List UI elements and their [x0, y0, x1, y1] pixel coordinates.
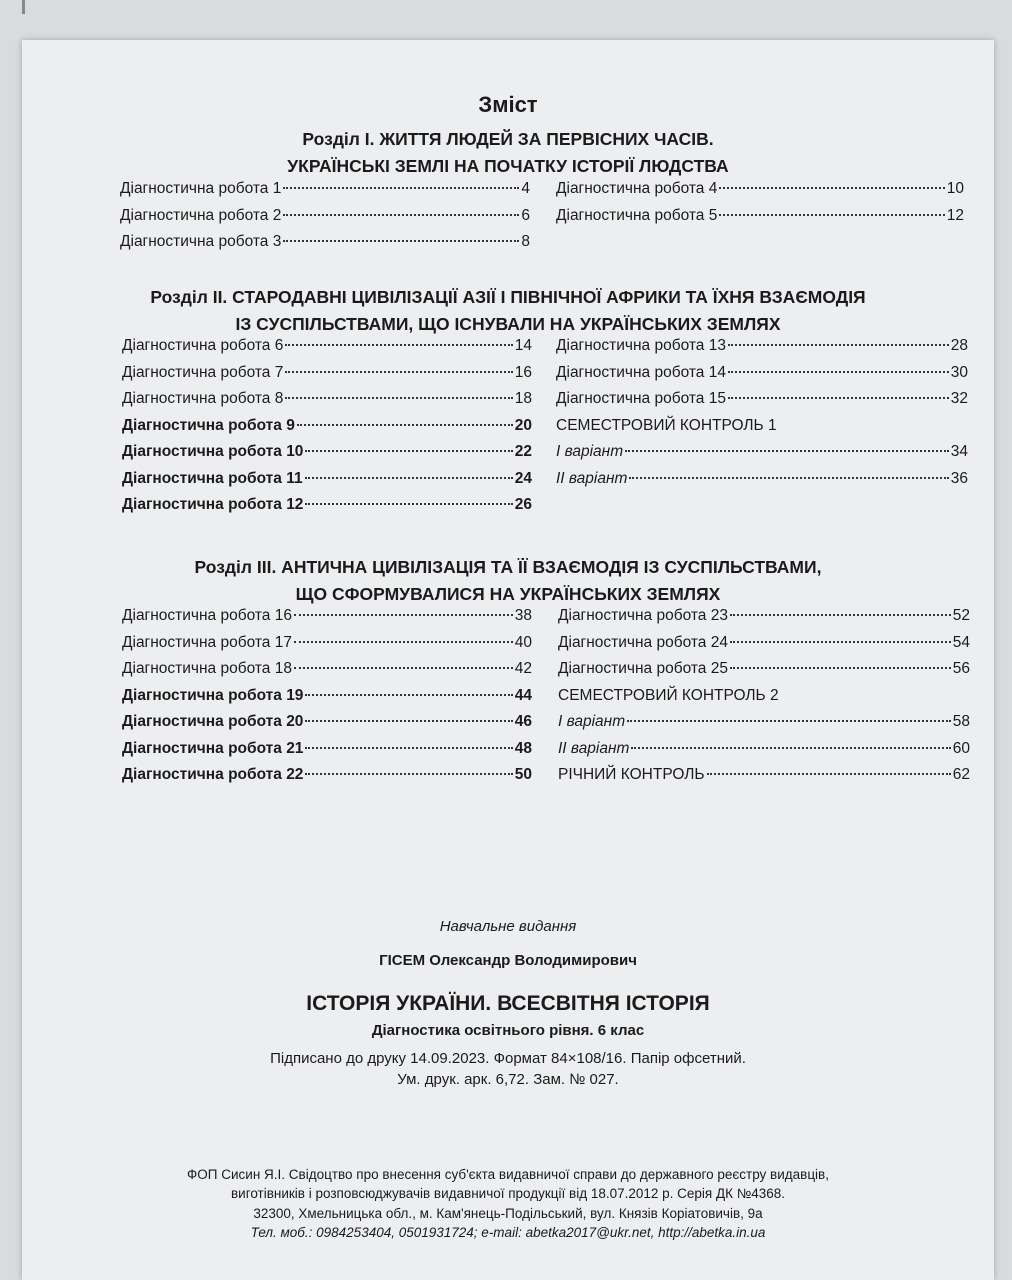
toc-entry: [122, 607, 532, 634]
toc-entry-label: Діагностична робота 11: [122, 469, 303, 487]
dot-leader: [631, 747, 950, 749]
toc-entry-label: Діагностична робота 16: [122, 607, 292, 624]
toc-entry-label: Діагностична робота 23: [558, 607, 728, 624]
toc-entry: [122, 364, 532, 391]
toc-entry: [122, 417, 532, 444]
section-2-right-column: [556, 337, 968, 496]
dot-leader: [305, 720, 512, 722]
toc-entry: [558, 607, 970, 634]
toc-entry-page-number: 32: [950, 390, 968, 407]
toc-entry-page-number: 50: [514, 766, 532, 783]
section-3-right-column: [558, 607, 970, 793]
toc-entry: [122, 443, 532, 470]
dot-leader: [730, 667, 951, 669]
toc-entry: [556, 337, 968, 364]
toc-entry-label: Діагностична робота 6: [122, 337, 284, 354]
toc-entry-label: Діагностична робота 24: [558, 633, 728, 651]
toc-entry: [556, 364, 968, 391]
section-1-heading-line-1: Розділ І. ЖИТТЯ ЛЮДЕЙ ЗА ПЕРВІСНИХ ЧАСІВ.: [302, 129, 714, 149]
toc-entry-page-number: 34: [950, 443, 968, 460]
toc-entry-label: Діагностична робота 20: [122, 713, 304, 730]
binding-edge-mark: [22, 0, 25, 14]
toc-entry-label: Діагностична робота 5: [556, 206, 718, 224]
dot-leader: [728, 344, 949, 346]
dot-leader: [305, 477, 513, 479]
toc-entry: [558, 634, 970, 661]
toc-entry: [558, 713, 970, 740]
section-2-left-column: [122, 337, 532, 523]
dot-leader: [730, 614, 951, 616]
toc-entry-page-number: 30: [950, 363, 968, 381]
toc-entry: [122, 337, 532, 364]
toc-entry-label: Діагностична робота 2: [120, 206, 282, 224]
dot-leader: [285, 344, 512, 346]
dot-leader: [305, 503, 512, 505]
dot-leader: [728, 397, 949, 399]
toc-entry: [122, 766, 532, 793]
toc-entry-page-number: 8: [521, 233, 530, 250]
dot-leader: [627, 720, 951, 722]
toc-entry: [556, 390, 968, 417]
book-title: ІСТОРІЯ УКРАЇНИ. ВСЕСВІТНЯ ІСТОРІЯ: [306, 992, 710, 1015]
toc-entry-label: Діагностична робота 14: [556, 363, 726, 381]
toc-entry-page-number: 62: [952, 766, 970, 783]
toc-entry-label: Діагностична робота 25: [558, 660, 728, 677]
dot-leader: [719, 214, 944, 216]
toc-entry: [120, 180, 530, 207]
toc-entry: [122, 713, 532, 740]
toc-entry: [556, 180, 964, 207]
toc-entry-page-number: 6: [521, 206, 530, 224]
section-1-heading: [22, 126, 994, 180]
toc-entry-label: ІІ варіант: [556, 469, 628, 487]
toc-entry-page-number: 26: [514, 496, 532, 513]
dot-leader: [283, 214, 519, 216]
section-2-heading-line-1: Розділ ІІ. СТАРОДАВНІ ЦИВІЛІЗАЦІЇ АЗІЇ І ПІВНІЧНОЇ АФРИКИ ТА ЇХНЯ ВЗАЄМОДІЯ: [150, 287, 866, 307]
toc-entry: [122, 496, 532, 523]
toc-entry-page-number: 42: [514, 660, 532, 677]
dot-leader: [730, 641, 951, 643]
toc-entry-label: Діагностична робота 3: [120, 233, 282, 250]
toc-entry: [122, 634, 532, 661]
edition-type: Навчальне видання: [439, 918, 577, 935]
toc-entry-page-number: 20: [514, 416, 532, 434]
publisher-contacts: Тел. моб.: 0984253404, 0501931724; e-mail: abetka2017@ukr.net, http://abetka.in.ua: [250, 1225, 766, 1240]
toc-entry: [556, 207, 964, 234]
toc-entry-label: Діагностична робота 10: [122, 443, 304, 460]
book-subtitle: Діагностика освітнього рівня. 6 клас: [371, 1022, 645, 1039]
toc-entry-page-number: 22: [514, 443, 532, 460]
toc-entry-label: РІЧНИЙ КОНТРОЛЬ: [558, 766, 705, 783]
section-3-heading: [22, 554, 994, 608]
section-3-left-column: [122, 607, 532, 793]
dot-leader: [305, 773, 512, 775]
toc-entry-page-number: 46: [514, 713, 532, 730]
toc-entry-label: І варіант: [556, 443, 624, 460]
toc-entry-page-number: 14: [514, 337, 532, 354]
toc-entry-label: Діагностична робота 17: [122, 633, 292, 651]
publisher-line-2: виготівників і розповсюджувачів видавничої продукції від 18.07.2012 р. Серія ДК №4368.: [230, 1186, 786, 1201]
dot-leader: [728, 371, 949, 373]
dot-leader: [283, 187, 519, 189]
toc-entry-page-number: 38: [514, 607, 532, 624]
toc-entry: [122, 687, 532, 714]
toc-entry-label: Діагностична робота 19: [122, 686, 304, 704]
toc-entry: [556, 470, 968, 497]
toc-entry-page-number: 28: [950, 337, 968, 354]
toc-subheading: СЕМЕСТРОВИЙ КОНТРОЛЬ 1: [556, 416, 777, 434]
toc-entry-page-number: 40: [514, 633, 532, 651]
dot-leader: [629, 477, 948, 479]
toc-subheading: СЕМЕСТРОВИЙ КОНТРОЛЬ 2: [558, 686, 779, 704]
toc-entry-label: Діагностична робота 8: [122, 390, 284, 407]
toc-entry-label: Діагностична робота 13: [556, 337, 726, 354]
toc-entry-label: ІІ варіант: [558, 739, 630, 757]
toc-entry: [556, 443, 968, 470]
toc-entry-label: Діагностична робота 12: [122, 496, 304, 513]
dot-leader: [707, 773, 951, 775]
toc-entry-label: Діагностична робота 4: [556, 180, 718, 197]
toc-entry-page-number: 24: [514, 469, 532, 487]
dot-leader: [625, 450, 949, 452]
dot-leader: [297, 424, 513, 426]
toc-entry-label: Діагностична робота 15: [556, 390, 726, 407]
toc-entry-page-number: 58: [952, 713, 970, 730]
toc-entry-page-number: 48: [514, 739, 532, 757]
toc-entry-label: Діагностична робота 1: [120, 180, 282, 197]
dot-leader: [305, 747, 512, 749]
toc-entry-label: Діагностична робота 22: [122, 766, 304, 783]
toc-entry: [122, 390, 532, 417]
publisher-line-1: ФОП Сисин Я.І. Свідоцтво про внесення суб'єкта видавничої справи до державного реєстру видавців,: [187, 1167, 829, 1182]
toc-entry: [558, 766, 970, 793]
section-1-heading-line-2: УКРАЇНСЬКІ ЗЕМЛІ НА ПОЧАТКУ ІСТОРІЇ ЛЮДСТВА: [287, 156, 729, 176]
section-2-heading: [22, 284, 994, 338]
section-1-left-column: [120, 180, 530, 260]
section-2-heading-line-2: ІЗ СУСПІЛЬСТВАМИ, ЩО ІСНУВАЛИ НА УКРАЇНСЬКИХ ЗЕМЛЯХ: [235, 314, 781, 334]
author-name: ГІСЕМ Олександр Володимирович: [379, 952, 637, 969]
toc-entry-page-number: 12: [946, 206, 964, 224]
toc-entry-page-number: 36: [950, 469, 968, 487]
toc-entry-page-number: 54: [952, 633, 970, 651]
toc-entry-page-number: 18: [514, 390, 532, 407]
page-title: Зміст: [478, 92, 538, 117]
toc-entry-label: І варіант: [558, 713, 626, 730]
section-3-heading-line-1: Розділ ІІІ. АНТИЧНА ЦИВІЛІЗАЦІЯ ТА ЇЇ ВЗАЄМОДІЯ ІЗ СУСПІЛЬСТВАМИ,: [194, 557, 822, 577]
dot-leader: [719, 187, 944, 189]
dot-leader: [305, 694, 512, 696]
dot-leader: [285, 397, 512, 399]
toc-entry-label: Діагностична робота 9: [122, 416, 295, 434]
toc-entry-label: Діагностична робота 21: [122, 739, 304, 757]
print-info-line-2: Ум. друк. арк. 6,72. Зам. № 027.: [397, 1071, 619, 1088]
toc-entry-page-number: 10: [946, 180, 964, 197]
toc-entry: [120, 207, 530, 234]
toc-entry-label: Діагностична робота 18: [122, 660, 292, 677]
toc-entry-page-number: 4: [521, 180, 530, 197]
dot-leader: [294, 641, 513, 643]
toc-entry: [122, 740, 532, 767]
section-3-heading-line-2: ЩО СФОРМУВАЛИСЯ НА УКРАЇНСЬКИХ ЗЕМЛЯХ: [295, 584, 721, 604]
toc-entry-page-number: 52: [952, 607, 970, 624]
toc-entry: [558, 660, 970, 687]
toc-entry: [120, 233, 530, 260]
dot-leader: [294, 614, 513, 616]
dot-leader: [305, 450, 512, 452]
dot-leader: [294, 667, 513, 669]
toc-entry-label: Діагностична робота 7: [122, 363, 284, 381]
dot-leader: [285, 371, 512, 373]
dot-leader: [283, 240, 519, 242]
publisher-address: 32300, Хмельницька обл., м. Кам'янець-Подільський, вул. Князів Коріатовичів, 9а: [253, 1206, 763, 1221]
toc-entry-page-number: 16: [514, 363, 532, 381]
print-info-line-1: Підписано до друку 14.09.2023. Формат 84×108/16. Папір офсетний.: [270, 1050, 746, 1067]
toc-entry-page-number: 56: [952, 660, 970, 677]
toc-entry: [122, 660, 532, 687]
toc-entry: [122, 470, 532, 497]
toc-entry: [558, 740, 970, 767]
toc-entry-page-number: 44: [514, 686, 532, 704]
toc-entry-page-number: 60: [952, 739, 970, 757]
section-1-right-column: [556, 180, 964, 233]
book-page: [22, 40, 994, 1280]
